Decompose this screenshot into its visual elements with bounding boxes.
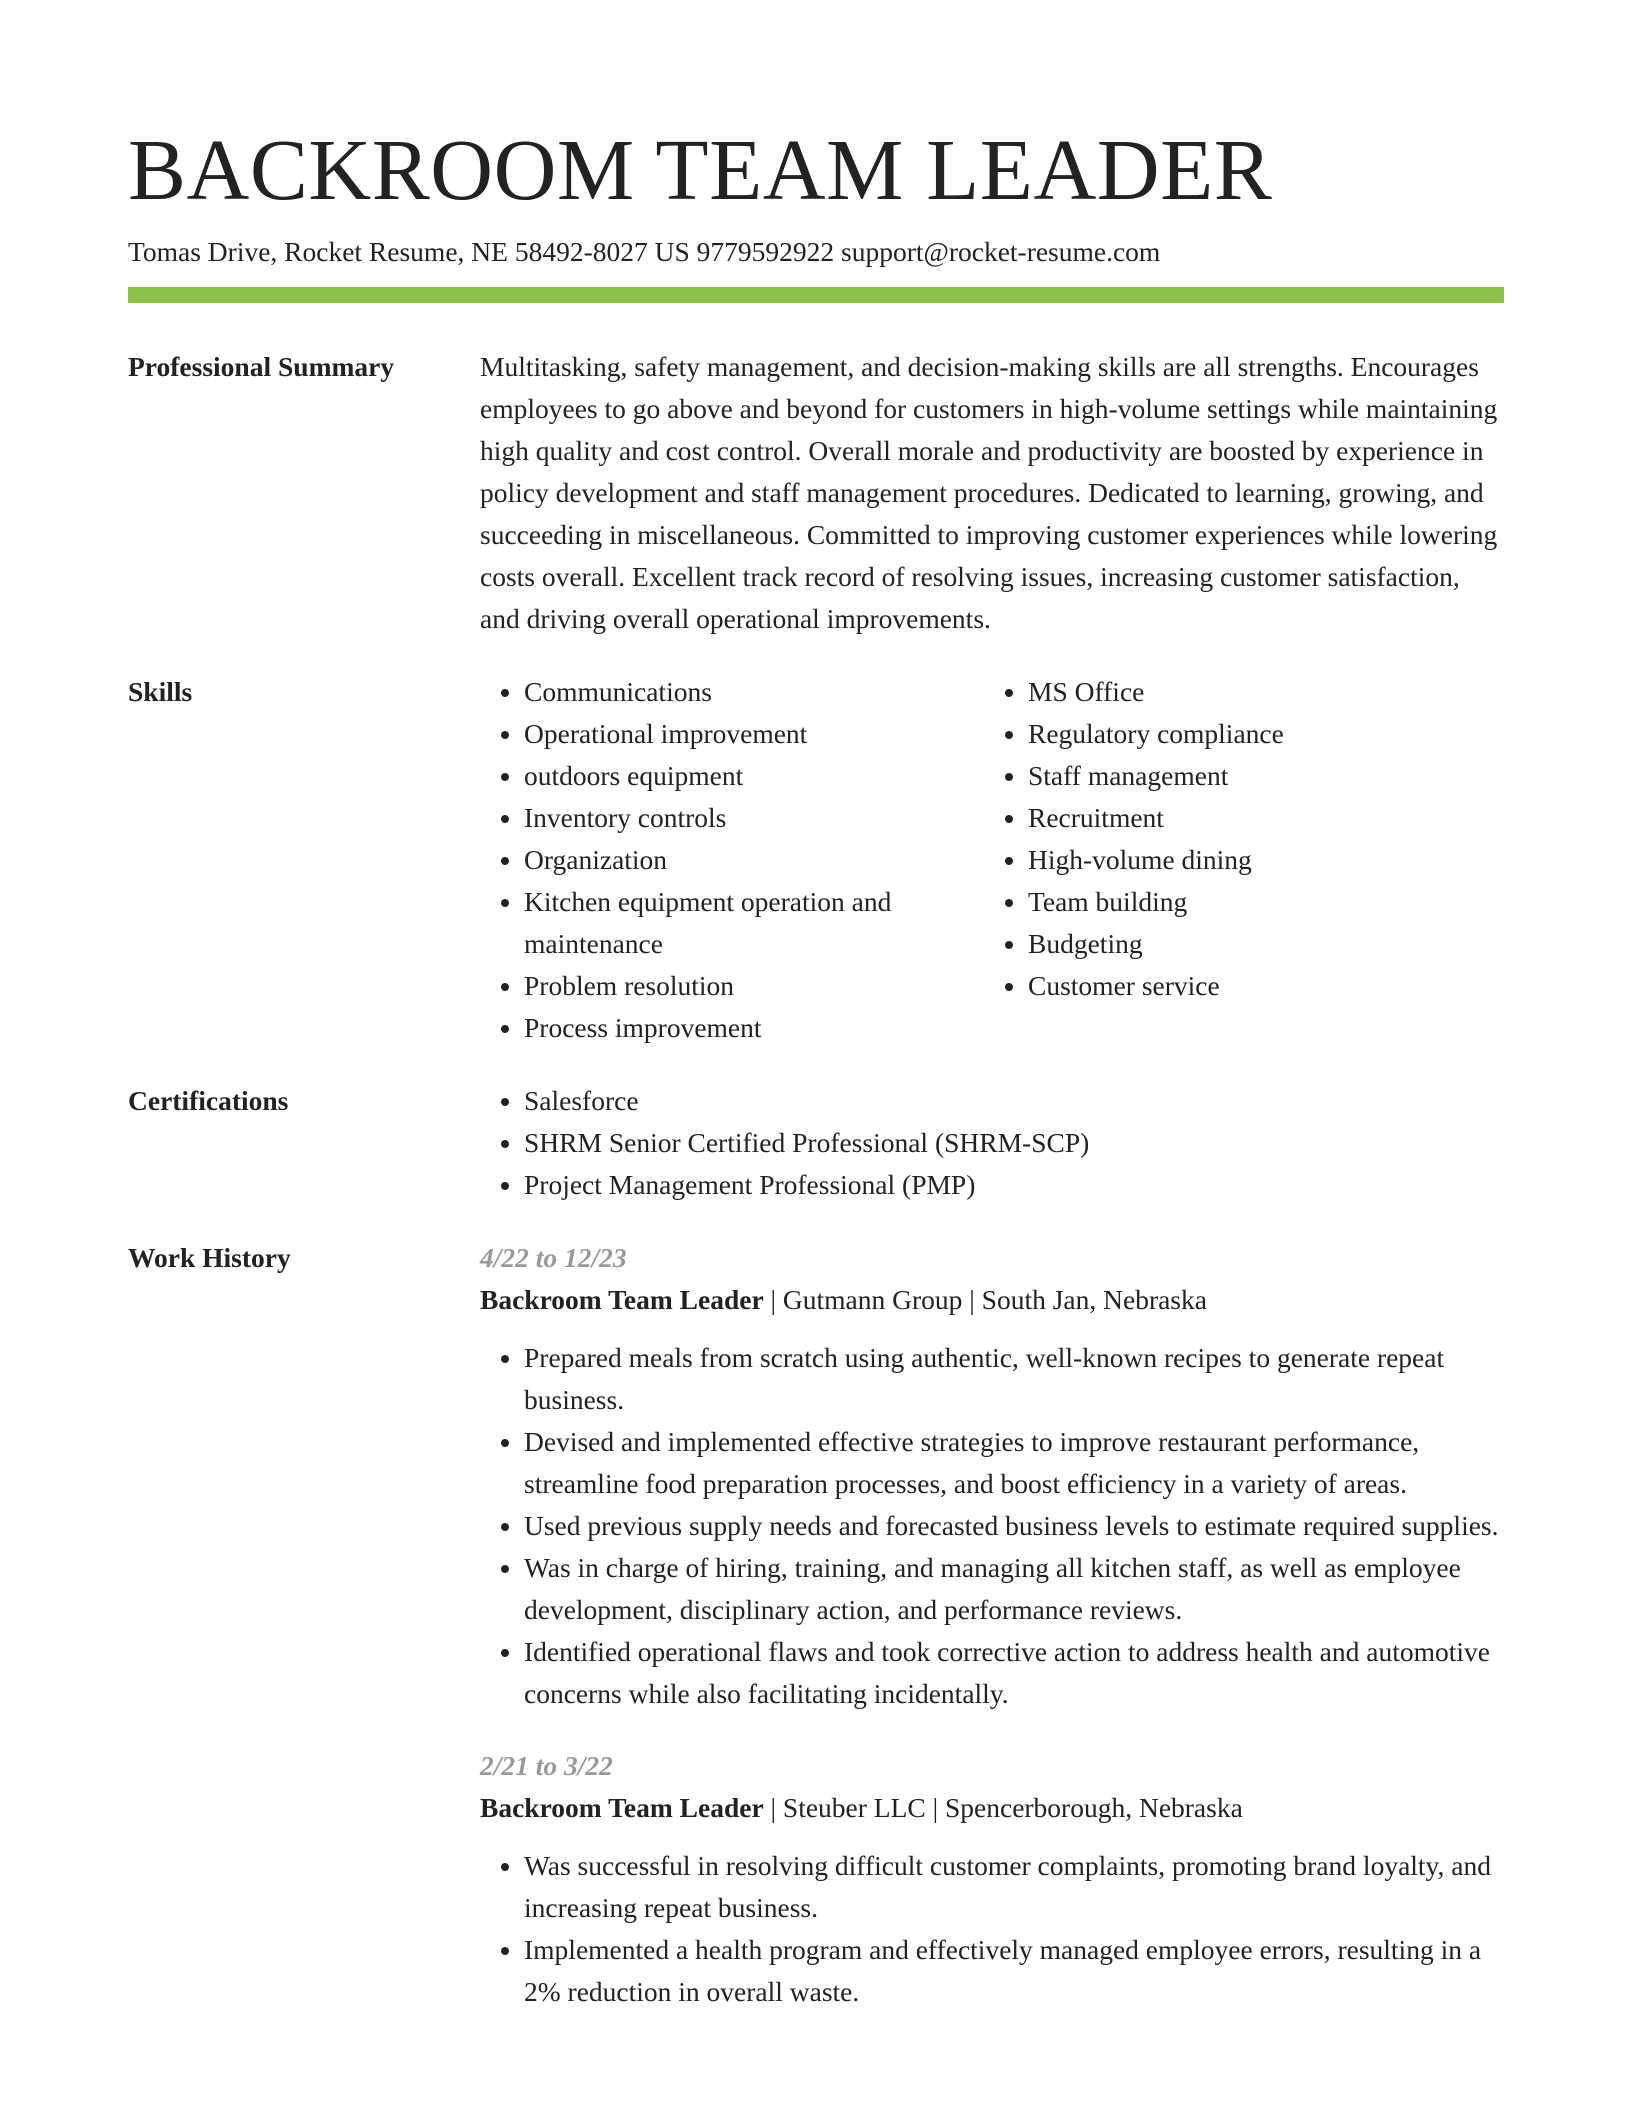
skill-item: • MS Office	[1028, 671, 1504, 713]
resume-page	[128, 0, 1504, 2013]
skills-heading: Skills	[128, 676, 193, 707]
skill-item: • Operational improvement	[524, 713, 984, 755]
skill-item: • Budgeting	[1028, 923, 1504, 965]
certifications-heading: Certifications	[128, 1085, 289, 1116]
skill-item: • Regulatory compliance	[1028, 713, 1504, 755]
skill-item: • Inventory controls	[524, 797, 984, 839]
job-bullet: • Used previous supply needs and forecasted business levels to estimate required supplies.	[524, 1505, 1504, 1547]
job-bullet: • Prepared meals from scratch using authentic, well-known recipes to generate repeat business.	[524, 1337, 1504, 1421]
skill-item: • Customer service	[1028, 965, 1504, 1007]
job-title: Backroom Team Leader	[480, 1284, 764, 1315]
skill-item: • Problem resolution	[524, 965, 984, 1007]
skills-list-left	[480, 671, 984, 1049]
skill-item: • Communications	[524, 671, 984, 713]
skill-item: • Process improvement	[524, 1007, 984, 1049]
summary-text: Multitasking, safety management, and decision-making skills are all strengths. Encourages employees to go above and beyond for customers in high-volume settings while maintaining high quality and cost control. Overall morale and productivity are boosted by experience in policy development and staff management procedures. Dedicated to learning, growing, and succeeding in miscellaneous. Committed to improving customer experiences while lowering costs overall. Excellent track record of resolving issues, increasing customer satisfaction, and driving overall operational improvements.	[480, 351, 1498, 634]
work-history-section	[128, 1237, 1504, 2013]
work-history-heading: Work History	[128, 1242, 291, 1273]
job-bullet: • Identified operational flaws and took corrective action to address health and automotive concerns while also facilitating incidentally.	[524, 1631, 1504, 1715]
job-title: Backroom Team Leader	[480, 1792, 764, 1823]
contact-line: Tomas Drive, Rocket Resume, NE 58492-8027 US 9779592922 support@rocket-resume.com	[128, 236, 1161, 267]
summary-section	[128, 346, 1504, 640]
header-divider	[128, 287, 1504, 303]
skill-item: • Staff management	[1028, 755, 1504, 797]
job-details: | Gutmann Group | South Jan, Nebraska	[763, 1284, 1207, 1315]
certifications-list	[480, 1080, 1504, 1206]
skills-section	[128, 671, 1504, 1049]
skill-item: • Team building	[1028, 881, 1504, 923]
skill-item: • Recruitment	[1028, 797, 1504, 839]
skill-item: • High-volume dining	[1028, 839, 1504, 881]
job-dates: 2/21 to 3/22	[480, 1750, 613, 1781]
job-bullet: • Was successful in resolving difficult customer complaints, promoting brand loyalty, and increasing repeat business.	[524, 1845, 1504, 1929]
skill-item: • outdoors equipment	[524, 755, 984, 797]
summary-heading: Professional Summary	[128, 351, 395, 382]
certification-item: • Project Management Professional (PMP)	[524, 1164, 1504, 1206]
skill-item: • Organization	[524, 839, 984, 881]
job-dates: 4/22 to 12/23	[480, 1242, 627, 1273]
job-bullets	[480, 1337, 1504, 1715]
job-heading	[480, 1787, 1504, 1829]
job-bullet: • Implemented a health program and effectively managed employee errors, resulting in a 2% reduction in overall waste.	[524, 1929, 1504, 2013]
job-bullet: • Devised and implemented effective strategies to improve restaurant performance, streamline food preparation processes, and boost efficiency in a variety of areas.	[524, 1421, 1504, 1505]
skill-item: • Kitchen equipment operation and maintenance	[524, 881, 984, 965]
certifications-section	[128, 1080, 1504, 1206]
certification-item: • SHRM Senior Certified Professional (SHRM-SCP)	[524, 1122, 1504, 1164]
job-bullets	[480, 1845, 1504, 2013]
resume-name: BACKROOM TEAM LEADER	[128, 121, 1273, 218]
job-details: | Steuber LLC | Spencerborough, Nebraska	[763, 1792, 1243, 1823]
job-heading	[480, 1279, 1504, 1321]
skills-list-right	[984, 671, 1504, 1049]
job-entry	[480, 1745, 1504, 2013]
certification-item: • Salesforce	[524, 1080, 1504, 1122]
job-bullet: • Was in charge of hiring, training, and managing all kitchen staff, as well as employee development, disciplinary action, and performance reviews.	[524, 1547, 1504, 1631]
job-entry	[480, 1237, 1504, 1715]
